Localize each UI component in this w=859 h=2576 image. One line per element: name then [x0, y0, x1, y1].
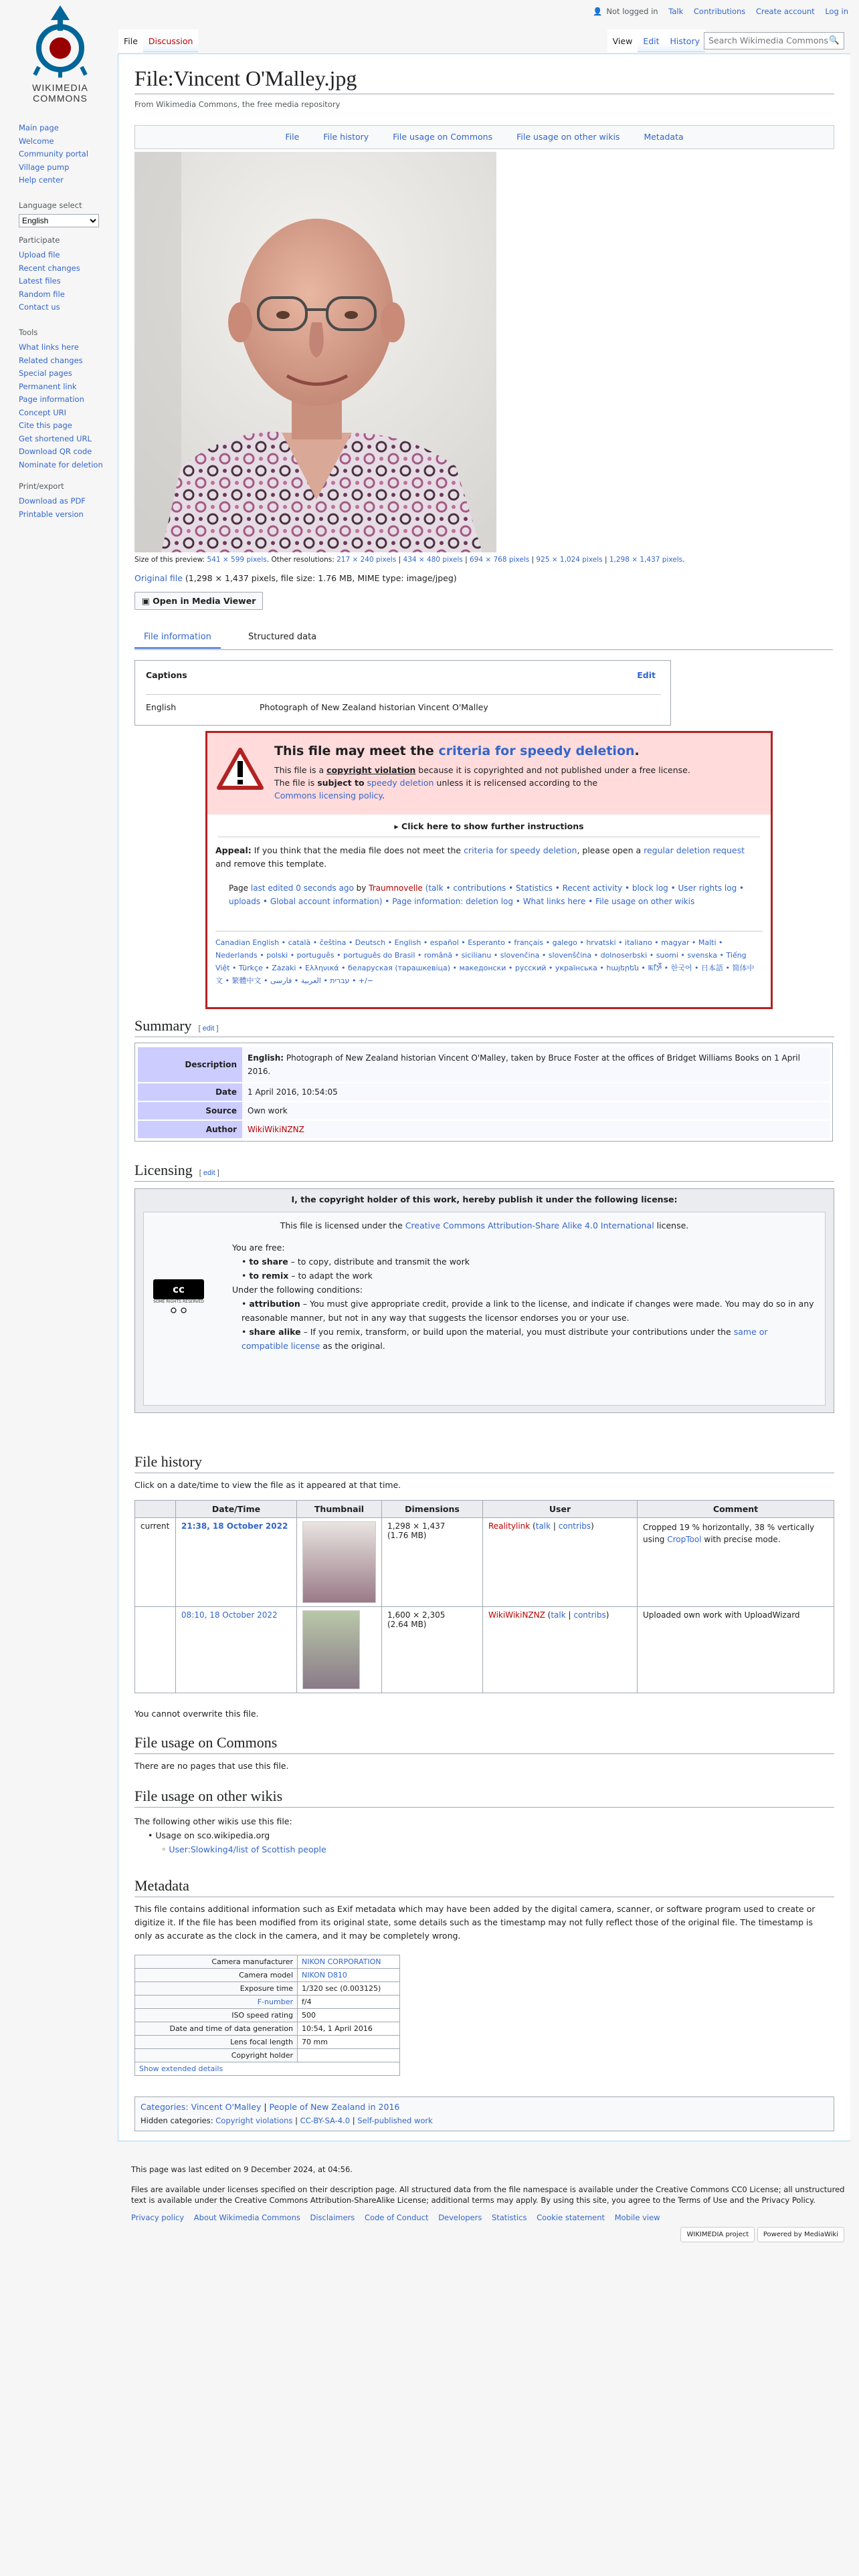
nav-welcome[interactable]: Welcome [19, 136, 54, 146]
nav-recent-changes[interactable]: Recent changes [19, 263, 80, 273]
footer-last-edited: This page was last edited on 9 December 2024, at 04:56. [131, 2165, 353, 2174]
language-links[interactable]: Canadian English • català • čeština • Deutsch • English • español • Esperanto • français • galego • hrvatski • italiano • magyar • Malti • Nederlands • polski • português • português do Brasil • română • sicilianu • slovenčina • slovenščina • dolnoserbski • suomi • svenska • Tiếng Việt • Türkçe • Zazaki • Ελληνικά • беларуская (тарашкевіца) • македонски • русский • українська • հայերեն • ꯃꯤꯇꯩ • 한국어 • 日本語 • 简体中文 • 繁體中文 • עברית • العربية • فارسی • +/− [215, 938, 755, 985]
view-tabs [607, 29, 705, 52]
usage-page-link[interactable]: User:Slowking4/list of Scottish people [169, 1844, 326, 1854]
deletion-title [274, 744, 640, 758]
last-edited-link[interactable]: last edited 0 seconds ago [250, 883, 354, 893]
deletion-line1-bold[interactable]: copyright violation [326, 765, 416, 775]
footer-statistics[interactable]: Statistics [491, 2213, 527, 2222]
logo-text-2: COMMONS [33, 93, 88, 104]
appeal-text-3: and remove this template. [215, 859, 327, 869]
meta-key-link[interactable]: F-number [257, 1998, 293, 2006]
footer-mobile-view[interactable]: Mobile view [614, 2213, 660, 2222]
license-inner [143, 1212, 826, 1406]
history-size: (2.64 MB) [387, 1620, 427, 1629]
nav-upload-file[interactable]: Upload file [19, 250, 60, 259]
share-alike-term: share alike [249, 1327, 301, 1337]
create-account-link[interactable]: Create account [755, 7, 815, 16]
licensed-under [144, 1220, 825, 1230]
toc-metadata[interactable]: Metadata [644, 132, 684, 142]
open-viewer-label: Open in Media Viewer [153, 596, 256, 606]
meta-key: Exposure time [135, 1982, 298, 1996]
footer-cookie[interactable]: Cookie statement [537, 2213, 605, 2222]
not-logged-in-text: Not logged in [606, 7, 658, 16]
caption-language: English [146, 702, 177, 712]
metadata-intro: This file contains additional information such as Exif metadata which may have been added by the digital camera, scanner, or software program used to create or digitize it. If the file has been modified from its original state, some details such as the timestamp may not fully reflect those of the original file. The timestamp is only as accurate as the clock in the camera, and it may be completely wrong. [134, 1904, 816, 1941]
description-lang: English: [248, 1053, 284, 1063]
user-icon: 👤 [593, 7, 603, 16]
page-label: Page [229, 883, 251, 893]
usage-commons-heading: File usage on Commons [134, 1734, 834, 1754]
licensed-pre: This file is licensed under the [280, 1220, 405, 1230]
search-icon[interactable]: 🔍 [829, 35, 840, 45]
file-history-table [134, 1500, 834, 1693]
usage-commons-text: There are no pages that use this file. [134, 1761, 289, 1771]
personal-tools [585, 7, 848, 16]
tool-related-changes[interactable]: Related changes [19, 355, 83, 365]
usage-other: The following other wikis use this file: • Usage on sco.wikipedia.org ◦ User:Slowking4/list of Scottish people [134, 1814, 326, 1856]
source-value: Own work [242, 1101, 830, 1120]
history-dims: 1,298 × 1,437 [387, 1521, 446, 1531]
participate-portal [19, 235, 112, 314]
footer-developers[interactable]: Developers [438, 2213, 482, 2222]
warning-icon [217, 748, 264, 790]
login-link[interactable]: Log in [825, 7, 848, 16]
expand-icon: ▸ [394, 821, 399, 831]
history-intro: Click on a date/time to view the file as it appeared at that time. [134, 1480, 401, 1490]
attribution-term: attribution [249, 1299, 300, 1309]
print-printable-version[interactable]: Printable version [19, 509, 84, 519]
tool-page-information[interactable]: Page information [19, 395, 84, 404]
cc-rights-text: SOME RIGHTS RESERVED [153, 1299, 204, 1304]
metadata-heading: Metadata [134, 1877, 834, 1897]
nav-random-file[interactable]: Random file [19, 289, 65, 299]
res-217[interactable]: 217 × 240 pixels [337, 556, 397, 564]
regular-deletion-link[interactable]: regular deletion request [644, 845, 745, 855]
meta-key: Copyright holder [135, 2049, 298, 2062]
meta-value: 1/320 sec (0.003125) [298, 1982, 400, 1996]
search-input[interactable] [704, 32, 844, 49]
deletion-line2-pre: The file is [274, 778, 318, 788]
col-dimensions: Dimensions [382, 1501, 483, 1518]
col-comment: Comment [638, 1501, 834, 1518]
tool-permanent-link[interactable]: Permanent link [19, 381, 77, 391]
meta-value-link[interactable]: NIKON CORPORATION [302, 1957, 381, 1966]
source-key: Source [138, 1101, 242, 1120]
tool-qr-code[interactable]: Download QR code [19, 447, 92, 456]
usage-other-text: The following other wikis use this file: [134, 1816, 292, 1826]
nav-portal [19, 122, 112, 187]
summary-edit-link[interactable]: edit [202, 1025, 215, 1033]
categories-box: Categories: Vincent O'Malley | People of New Zealand in 2016 Hidden categories: Copyright violations | CC-BY-SA-4.0 | Self-published work [134, 2097, 834, 2131]
history-user-link[interactable]: WikiWikiNZNZ [488, 1610, 545, 1620]
you-are-free: You are free: [232, 1243, 285, 1253]
nominator-user-link[interactable]: Traumnovelle [369, 883, 423, 893]
hidden-category-link[interactable]: Copyright violations [215, 2116, 293, 2125]
content [118, 53, 850, 2141]
by-label: by [353, 883, 369, 893]
tool-shortened-url[interactable]: Get shortened URL [19, 433, 92, 443]
speedy-deletion-link[interactable]: speedy deletion [367, 778, 434, 788]
toc-file-history[interactable]: File history [323, 132, 369, 142]
meta-value: 10:54, 1 April 2016 [298, 2022, 400, 2036]
talk-link[interactable]: Talk [668, 7, 684, 16]
appeal-text-2: , please open a [577, 845, 644, 855]
file-toc [134, 125, 834, 149]
nav-main-page[interactable]: Main page [19, 123, 59, 132]
tab-history[interactable]: History [665, 29, 705, 52]
col-thumbnail: Thumbnail [297, 1501, 382, 1518]
search-placeholder: Search Wikimedia Commons [708, 35, 828, 45]
print-portal [19, 481, 112, 521]
history-date-link[interactable]: 21:38, 18 October 2022 [181, 1521, 288, 1531]
tool-what-links-here[interactable]: What links here [19, 342, 79, 352]
tools-heading: Tools [19, 328, 38, 337]
summary-section: Summary [ edit ] [134, 1017, 834, 1037]
col-datetime: Date/Time [176, 1501, 297, 1518]
file-history-heading: File history [134, 1453, 834, 1473]
sidebar [0, 0, 118, 2576]
tool-nominate-deletion[interactable]: Nominate for deletion [19, 459, 103, 469]
hidden-category-link[interactable]: CC-BY-SA-4.0 [300, 2116, 351, 2125]
footer-badges [680, 2227, 844, 2242]
author-link[interactable]: WikiWikiNZNZ [248, 1125, 304, 1134]
attribution-desc: – You must give appropriate credit, provide a link to the license, and indicate if changes were made. You may do so in any reasonable manner, but not in any way that suggests the licensor endorses you or your use. [242, 1299, 814, 1323]
captions-edit-button[interactable]: Edit [637, 670, 656, 680]
info-tabs [134, 629, 833, 650]
appeal-text [215, 844, 760, 871]
nav-latest-files[interactable]: Latest files [19, 276, 61, 286]
other-res-label: . Other resolutions: [266, 556, 335, 564]
commons-logo[interactable] [20, 0, 100, 107]
meta-key: Camera manufacturer [135, 1955, 298, 1969]
history-user-link[interactable]: Realitylink [488, 1521, 531, 1531]
footer-privacy[interactable]: Privacy policy [131, 2213, 185, 2222]
language-select[interactable] [19, 214, 99, 227]
history-talk-link[interactable]: talk [551, 1610, 566, 1620]
licensing-section: Licensing [ edit ] [134, 1162, 834, 1182]
remix-term: to remix [249, 1271, 289, 1281]
tools-portal [19, 328, 112, 471]
file-preview-image[interactable] [134, 152, 496, 552]
tab-discussion[interactable]: Discussion [143, 29, 198, 52]
meta-value-link[interactable]: NIKON D810 [302, 1971, 347, 1979]
meta-value: 70 mm [298, 2036, 400, 2049]
edit-info [229, 881, 764, 908]
usage-other-heading: File usage on other wikis [134, 1788, 834, 1808]
appeal-label: Appeal: [215, 845, 252, 855]
footer-about[interactable]: About Wikimedia Commons [193, 2213, 300, 2222]
licensing-heading: Licensing [134, 1162, 193, 1178]
nav-village-pump[interactable]: Village pump [19, 162, 70, 172]
history-comment: Uploaded own work with UploadWizard [638, 1607, 834, 1693]
deletion-line1-post: because it is copyrighted and not published under a free license. [415, 765, 690, 775]
history-talk-link[interactable]: talk [535, 1521, 551, 1531]
licensed-post: license. [654, 1220, 689, 1230]
date-key: Date [138, 1083, 242, 1101]
share-term: to share [249, 1257, 288, 1267]
history-thumbnail[interactable] [302, 1610, 360, 1689]
deletion-title-post: . [634, 744, 640, 758]
col-status [135, 1501, 176, 1518]
metadata-table [134, 1955, 400, 2076]
conditions-label: Under the following conditions: [232, 1285, 363, 1295]
toc-usage-other[interactable]: File usage on other wikis [516, 132, 620, 142]
hidden-category-link[interactable]: Self-published work [357, 2116, 433, 2125]
history-thumbnail[interactable] [302, 1521, 376, 1603]
tool-cite-page[interactable]: Cite this page [19, 421, 72, 430]
participate-heading: Participate [19, 235, 60, 245]
res-694[interactable]: 694 × 768 pixels [469, 556, 530, 564]
croptool-link[interactable]: CropTool [667, 1535, 702, 1544]
licensing-edit-link[interactable]: edit [203, 1169, 215, 1177]
remix-desc: – to adapt the work [288, 1271, 373, 1281]
footer-disclaimers[interactable]: Disclaimers [310, 2213, 355, 2222]
original-file-info: (1,298 × 1,437 pixels, file size: 1.76 MB, MIME type: image/jpeg) [185, 573, 457, 583]
captions-box [134, 660, 671, 726]
tool-special-pages[interactable]: Special pages [19, 368, 72, 378]
description-key: Description [138, 1047, 242, 1083]
history-row: current 21:38, 18 October 2022 1,298 × 1,437 (1.76 MB) Realitylink (talk | contribs) Cropped 19 % horizontally, 38 % vertically using CropTool with precise mode. [135, 1518, 834, 1607]
description-value: Photograph of New Zealand historian Vincent O'Malley, taken by Bruce Foster at the offices of Bridget Williams Books on 1 April 2016. [248, 1053, 800, 1076]
cc-by-sa-icon[interactable]: cc SOME RIGHTS RESERVED ⚪⚪ [153, 1279, 204, 1326]
contributions-link[interactable]: Contributions [693, 7, 746, 16]
namespace-tabs [118, 29, 198, 53]
powered-by-mediawiki-badge[interactable]: Powered by MediaWiki [757, 2227, 844, 2242]
further-instructions-toggle[interactable] [218, 821, 760, 837]
copyright-holder-text: I, the copyright holder of this work, hereby publish it under the following license: [291, 1194, 678, 1204]
meta-key: ISO speed rating [135, 2009, 298, 2022]
nav-contact-us[interactable]: Contact us [19, 302, 60, 312]
meta-value: f/4 [298, 1996, 400, 2009]
preview-size-label: Size of this preview: [134, 556, 205, 564]
history-dims: 1,600 × 2,305 [387, 1610, 446, 1620]
toc-file[interactable]: File [285, 132, 300, 142]
information-table [134, 1043, 833, 1142]
media-viewer-icon: ▣ [142, 596, 150, 606]
res-925[interactable]: 925 × 1,024 pixels [536, 556, 603, 564]
footer-code-of-conduct[interactable]: Code of Conduct [364, 2213, 429, 2222]
meta-value [298, 2049, 400, 2062]
meta-value: 500 [298, 2009, 400, 2022]
history-contribs-link[interactable]: contribs [558, 1521, 591, 1531]
res-1298[interactable]: 1,298 × 1,437 pixels [609, 556, 683, 564]
further-label: Click here to show further instructions [401, 821, 584, 831]
wikimedia-project-badge[interactable]: WIKIMEDIA project [680, 2227, 755, 2242]
meta-key: Camera model [135, 1969, 298, 1982]
original-file-link[interactable]: Original file [134, 573, 183, 583]
share-alike-desc: – If you remix, transform, or build upon the material, you must distribute your contributions under the [300, 1327, 734, 1337]
cannot-overwrite: You cannot overwrite this file. [134, 1709, 259, 1719]
page-title: File:Vincent O'Malley.jpg [134, 66, 834, 94]
share-alike-end: as the original. [320, 1341, 385, 1351]
tab-structured-data[interactable]: Structured data [248, 632, 317, 642]
print-download-pdf[interactable]: Download as PDF [19, 496, 86, 506]
res-434[interactable]: 434 × 480 pixels [403, 556, 463, 564]
history-comment-post: with precise mode. [701, 1535, 781, 1544]
license-terms: You are free: • to share – to copy, distribute and transmit the work • to remix – to adapt the work Under the following conditions: • attribution – You must give appropriate credit, provide a link to the license, and indicate if changes were made. You may do so in any reasonable manner, but not in any way that suggests the licensor endorses you or your use. • share alike – If you remix, transform, or build upon the material, you must distribute your contributions under the same or compatible license as the original. [232, 1241, 814, 1353]
usage-wiki: Usage on sco.wikipedia.org [155, 1830, 270, 1840]
original-file-line [134, 573, 457, 583]
nav-help-center[interactable]: Help center [19, 175, 64, 185]
language-portal [19, 201, 112, 227]
language-heading: Language select [19, 201, 82, 210]
meta-key: Lens focal length [135, 2036, 298, 2049]
summary-heading: Summary [134, 1017, 192, 1034]
nav-community-portal[interactable]: Community portal [19, 149, 89, 158]
history-contribs-link[interactable]: contribs [573, 1610, 606, 1620]
preview-size[interactable]: 541 × 599 pixels [207, 556, 267, 564]
caption-text: Photograph of New Zealand historian Vincent O'Malley [260, 702, 488, 712]
deletion-notice [205, 731, 773, 1009]
license-box [134, 1188, 834, 1413]
col-user: User [483, 1501, 638, 1518]
tab-view[interactable]: View [607, 29, 638, 52]
meta-key: Date and time of data generation [135, 2022, 298, 2036]
logo-text-1: WIKIMEDIA [32, 82, 88, 93]
open-media-viewer-button[interactable] [134, 592, 263, 610]
print-heading: Print/export [19, 481, 64, 491]
appeal-criteria-link[interactable]: criteria for speedy deletion [464, 845, 577, 855]
commons-logo-icon [20, 0, 100, 80]
show-extended-details[interactable]: Show extended details [139, 2064, 223, 2073]
author-key: Author [138, 1120, 242, 1138]
history-comment-pre: Cropped 19 % horizontally, 38 % vertically using [643, 1523, 815, 1544]
tab-file-information[interactable]: File information [134, 629, 221, 649]
footer-license: Files are available under licenses specified on their description page. All structured data from the file namespace is available under the Creative Commons CC0 License; all unstructured text is available under the Creative Commons Attribution-ShareAlike License; additional terms may apply. By using this site, you agree to the Terms of Use and the Privacy Policy. [131, 2185, 845, 2205]
share-desc: – to copy, distribute and transmit the work [288, 1257, 470, 1267]
file-history-section [134, 1453, 834, 1473]
deletion-line2-post: unless it is relicensed according to the [434, 778, 598, 788]
history-size: (1.76 MB) [387, 1531, 427, 1540]
deletion-criteria-link[interactable]: criteria for speedy deletion [438, 744, 635, 758]
category-link[interactable]: Vincent O'Malley [191, 2102, 262, 2112]
appeal-text-1: If you think that the media file does not meet the [251, 845, 464, 855]
categories-label[interactable]: Categories: [140, 2102, 189, 2112]
date-value: 1 April 2016, 10:54:05 [242, 1083, 830, 1101]
hidden-categories-label: Hidden categories: [140, 2116, 213, 2125]
toc-usage-commons[interactable]: File usage on Commons [393, 132, 493, 142]
footer [131, 2164, 847, 2238]
history-status [135, 1607, 176, 1693]
tool-concept-uri[interactable]: Concept URI [19, 407, 67, 417]
tab-edit[interactable]: Edit [638, 29, 664, 52]
history-date-link[interactable]: 08:10, 18 October 2022 [181, 1610, 278, 1620]
licensing-policy-link[interactable]: Commons licensing policy [274, 790, 383, 800]
captions-heading: Captions [146, 670, 187, 680]
history-status: current [135, 1518, 176, 1607]
deletion-body: This file is a copyright violation because it is copyrighted and not published under a free license. The file is subject to speedy deletion unless it is relicensed according to the Commons licensing policy. [274, 765, 690, 800]
tab-file[interactable]: File [118, 29, 143, 52]
deletion-title-pre: This file may meet the [274, 744, 439, 758]
site-tagline: From Wikimedia Commons, the free media repository [134, 100, 341, 109]
nominator-tools[interactable]: (talk • contributions • Statistics • Recent activity • block log • User rights log • uploads • Global account information) • Page information: deletion log • What links here • File usage on other wikis [229, 883, 745, 906]
deletion-line2-bold: subject to [317, 778, 365, 788]
preview-resolutions: Size of this preview: 541 × 599 pixels. Other resolutions: 217 × 240 pixels | 434 × 480 pixels | 694 × 768 pixels | 925 × 1,024 pixels | 1,298 × 1,437 pixels. [134, 556, 685, 564]
category-link[interactable]: People of New Zealand in 2016 [269, 2102, 400, 2112]
deletion-line1-pre: This file is a [274, 765, 327, 775]
compatible-license-link[interactable]: same or compatible license [242, 1327, 768, 1351]
cc-license-link[interactable]: Creative Commons Attribution-Share Alike 4.0 International [405, 1220, 654, 1230]
history-row: 08:10, 18 October 2022 1,600 × 2,305 (2.64 MB) WikiWikiNZNZ (talk | contribs) Uploaded own work with UploadWizard [135, 1607, 834, 1693]
